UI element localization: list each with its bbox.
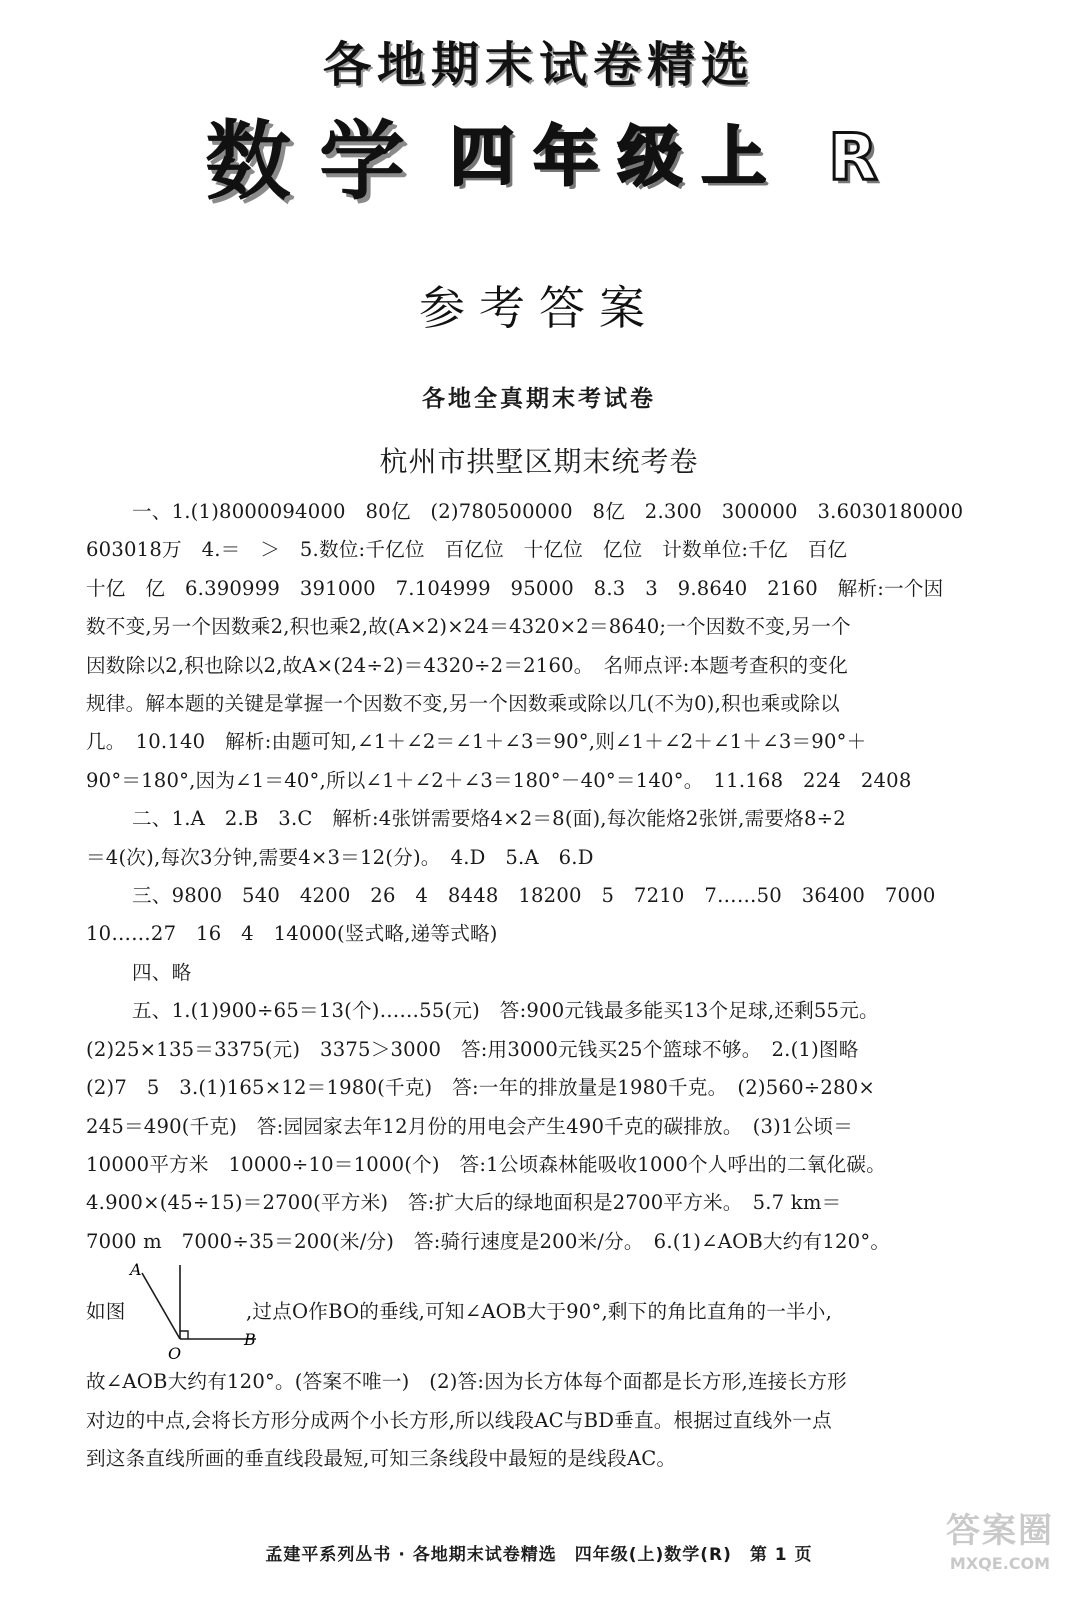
grade-title: 四年级上 R <box>450 121 898 195</box>
answer-line: 90°＝180°,因为∠1＝40°,所以∠1＋∠2＋∠3＝180°－40°＝140°。 11.168 224 2408 <box>86 768 912 792</box>
series-title: 各地期末试卷精选 <box>322 37 755 93</box>
label-a: A <box>130 1261 142 1280</box>
label-b: B <box>244 1330 256 1350</box>
figure-rest-text: ,过点O作BO的垂线,可知∠AOB大于90°,剩下的角比直角的一半小, <box>246 1300 833 1324</box>
page-footer: 孟建平系列丛书 · 各地期末试卷精选 四年级(上)数学(R) 第 1 页 <box>265 1545 813 1565</box>
answer-title: 参考答案 <box>419 281 659 335</box>
answer-line: 二、1.A 2.B 3.C 解析:4张饼需要烙4×2＝8(面),每次能烙2张饼,需要烙8÷2 <box>132 807 846 831</box>
answer-line: (2)7 5 3.(1)165×12＝1980(千克) 答:一年的排放量是1980千克。 (2)560÷280× <box>86 1076 875 1100</box>
exam-title: 杭州市拱墅区期末统考卷 <box>379 445 699 478</box>
answer-line: 245＝490(千克) 答:园园家去年12月份的用电会产生490千克的碳排放。 (3)1公顷＝ <box>86 1114 854 1138</box>
watermark-logo <box>930 1508 1070 1592</box>
angle-aob-figure <box>126 1261 256 1361</box>
figure-line <box>86 1261 978 1363</box>
answer-line: 到这条直线所画的垂直线段最短,可知三条线段中最短的是线段AC。 <box>86 1446 677 1470</box>
answer-line: 五、1.(1)900÷65＝13(个)……55(元) 答:900元钱最多能买13个足球,还剩55元。 <box>132 999 879 1023</box>
answer-line: 四、略 <box>132 960 192 984</box>
answer-line: ＝4(次),每次3分钟,需要4×3＝12(分)。 4.D 5.A 6.D <box>86 845 594 869</box>
answer-line: 603018万 4.＝ ＞ 5.数位:千亿位 百亿位 十亿位 亿位 计数单位:千亿 百亿 <box>86 538 848 562</box>
answer-line: 几。 10.140 解析:由题可知,∠1＋∠2＝∠1＋∠3＝90°,则∠1＋∠2＋∠1＋∠3＝90°＋ <box>86 730 867 754</box>
answer-line: 数不变,另一个因数乘2,积也乘2,故(A×2)×24＝4320×2＝8640;一个因数不变,另一个 <box>86 615 851 639</box>
subject-title: 数学 <box>205 112 433 212</box>
answer-line: 三、9800 540 4200 26 4 8448 18200 5 7210 7……50 36400 7000 <box>132 884 936 908</box>
answer-line: 对边的中点,会将长方形分成两个小长方形,所以线段AC与BD垂直。根据过直线外一点 <box>86 1408 832 1432</box>
ray-oa <box>142 1273 180 1339</box>
answer-line: 4.900×(45÷15)＝2700(平方米) 答:扩大后的绿地面积是2700平方米。 5.7 km＝ <box>86 1191 842 1215</box>
answer-line: (2)25×135＝3375(元) 3375＞3000 答:用3000元钱买25个篮球不够。 2.(1)图略 <box>86 1037 859 1061</box>
answer-content <box>86 493 978 1478</box>
answer-line: 一、1.(1)8000094000 80亿 (2)780500000 8亿 2.300 300000 3.6030180000 <box>132 500 964 523</box>
figure-lead-text: 如图 <box>86 1300 126 1324</box>
label-o: O <box>168 1344 182 1362</box>
section-title: 各地全真期末考试卷 <box>422 386 656 412</box>
watermark-text: 答案圈 <box>946 1511 1054 1551</box>
answer-line: 故∠AOB大约有120°。(答案不唯一) (2)答:因为长方体每个面都是长方形,连接长方形 <box>86 1370 847 1394</box>
answer-line: 因数除以2,积也除以2,故A×(24÷2)＝4320÷2＝2160。 名师点评:本题考查积的变化 <box>86 653 848 677</box>
answer-line: 规律。解本题的关键是掌握一个因数不变,另一个因数乘或除以几(不为0),积也乘或除以 <box>86 692 840 716</box>
answer-line: 十亿 亿 6.390999 391000 7.104999 95000 8.3 3 9.8640 2160 解析:一个因 <box>86 576 944 600</box>
answer-line: 10……27 16 4 14000(竖式略,递等式略) <box>86 922 498 946</box>
answer-line: 7000 m 7000÷35＝200(米/分) 答:骑行速度是200米/分。 6.(1)∠AOB大约有120°。 <box>86 1229 891 1253</box>
right-angle-mark <box>180 1331 188 1339</box>
answer-line: 10000平方米 10000÷10＝1000(个) 答:1公顷森林能吸收1000个人呼出的二氧化碳。 <box>86 1152 886 1176</box>
watermark-url: MXQE.COM <box>949 1554 1051 1573</box>
